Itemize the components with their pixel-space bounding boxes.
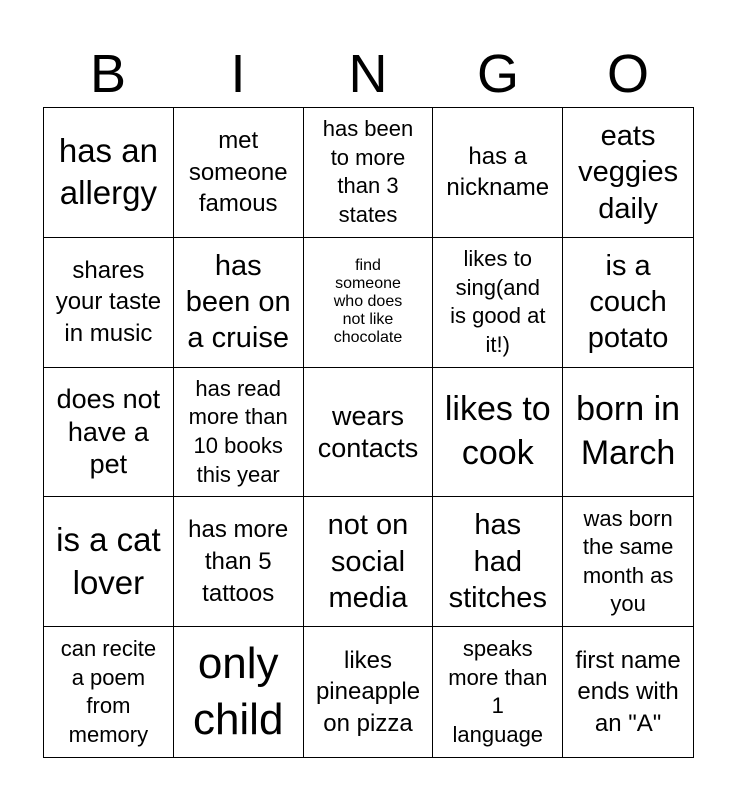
bingo-cell-r4c1[interactable]: only child <box>174 627 304 757</box>
bingo-cell-r3c2[interactable]: not on social media <box>304 497 434 627</box>
bingo-cell-r2c0[interactable]: does not have a pet <box>44 368 174 498</box>
header-letter-b: B <box>89 44 127 104</box>
bingo-cell-r2c2[interactable]: wears contacts <box>304 368 434 498</box>
bingo-cell-r0c4[interactable]: eats veggies daily <box>563 108 693 238</box>
bingo-cell-r0c2[interactable]: has been to more than 3 states <box>304 108 434 238</box>
header-letter-o: O <box>606 44 649 104</box>
bingo-cell-r3c4[interactable]: was born the same month as you <box>563 497 693 627</box>
bingo-cell-r2c3[interactable]: likes to cook <box>433 368 563 498</box>
header-letter-g: G <box>476 44 519 104</box>
bingo-board <box>43 107 694 758</box>
bingo-cell-r3c0[interactable]: is a cat lover <box>44 497 174 627</box>
bingo-cell-r4c0[interactable]: can recite a poem from memory <box>44 627 174 757</box>
bingo-cell-r3c3[interactable]: has had stitches <box>433 497 563 627</box>
bingo-cell-r2c4[interactable]: born in March <box>563 368 693 498</box>
bingo-cell-r3c1[interactable]: has more than 5 tattoos <box>174 497 304 627</box>
bingo-cell-r1c0[interactable]: shares your taste in music <box>44 238 174 368</box>
bingo-cell-r1c2[interactable]: find someone who does not like chocolate <box>304 238 434 368</box>
bingo-cell-r4c4[interactable]: first name ends with an "A" <box>575 646 681 737</box>
header-letter-n: N <box>348 44 388 104</box>
bingo-cell-r1c4[interactable]: is a couch potato <box>563 238 693 368</box>
bingo-cell-r2c1[interactable]: has read more than 10 books this year <box>174 368 304 498</box>
bingo-cell-r4c3[interactable]: speaks more than 1 language <box>433 627 563 757</box>
bingo-header <box>43 40 693 108</box>
bingo-cell-r0c1[interactable]: met someone famous <box>174 108 304 238</box>
bingo-cell-r4c2[interactable]: likes pineapple on pizza <box>304 627 434 757</box>
header-letter-i: I <box>230 44 246 104</box>
bingo-cell-r1c1[interactable]: has been on a cruise <box>174 238 304 368</box>
bingo-cell-r0c3[interactable]: has a nickname <box>433 108 563 238</box>
bingo-cell-r0c0[interactable]: has an allergy <box>44 108 174 238</box>
bingo-cell-r1c3[interactable]: likes to sing(and is good at it!) <box>433 238 563 368</box>
